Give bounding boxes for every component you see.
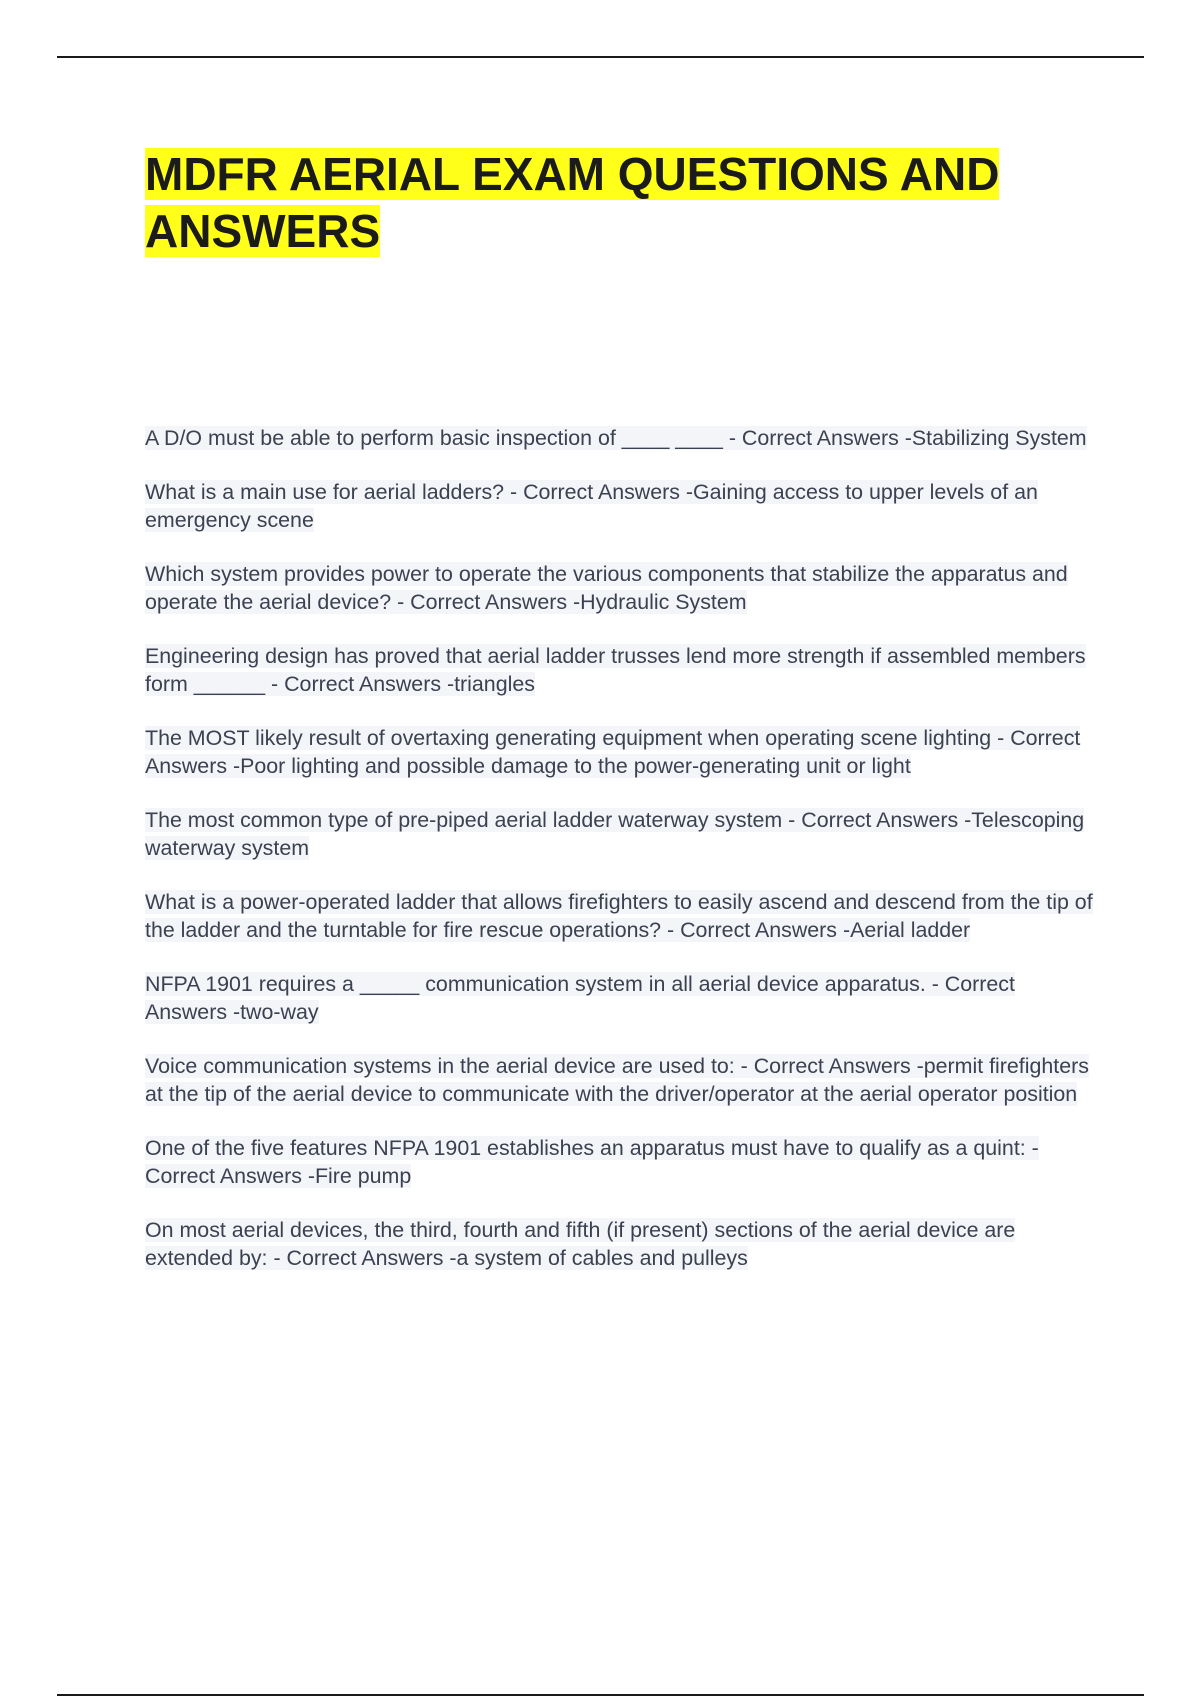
qa-item-text: One of the five features NFPA 1901 establishes an apparatus must have to qualify as a quint: - Correct Answers -Fire pump (145, 1136, 1039, 1188)
qa-list (145, 424, 1100, 1298)
qa-item-text: Engineering design has proved that aerial ladder trusses lend more strength if assembled members form ______ - Correct Answers -triangles (145, 644, 1086, 696)
qa-item-text: What is a main use for aerial ladders? - Correct Answers -Gaining access to upper levels of an emergency scene (145, 480, 1038, 532)
document-title (145, 146, 1045, 260)
qa-item (145, 970, 1100, 1026)
qa-item-text: NFPA 1901 requires a _____ communication system in all aerial device apparatus. - Correct Answers -two-way (145, 972, 1015, 1024)
qa-item-text: The most common type of pre-piped aerial ladder waterway system - Correct Answers -Telescoping waterway system (145, 808, 1085, 860)
qa-item-text: Which system provides power to operate the various components that stabilize the apparatus and operate the aerial device? - Correct Answers -Hydraulic System (145, 562, 1068, 614)
bottom-rule (57, 1694, 1144, 1696)
qa-item (145, 642, 1100, 698)
qa-item (145, 806, 1100, 862)
qa-item (145, 478, 1100, 534)
qa-item (145, 888, 1100, 944)
qa-item (145, 724, 1100, 780)
qa-item-text: On most aerial devices, the third, fourth and fifth (if present) sections of the aerial device are extended by: - Correct Answers -a system of cables and pulleys (145, 1218, 1016, 1270)
qa-item-text: What is a power-operated ladder that allows firefighters to easily ascend and descend from the tip of the ladder and the turntable for fire rescue operations? - Correct Answers -Aerial ladder (145, 890, 1093, 942)
document-title-text: MDFR AERIAL EXAM QUESTIONS AND ANSWERS (145, 148, 1000, 257)
qa-item-text: A D/O must be able to perform basic inspection of ____ ____ - Correct Answers -Stabilizing System (145, 426, 1087, 450)
qa-item-text: The MOST likely result of overtaxing generating equipment when operating scene lighting - Correct Answers -Poor lighting and possible damage to the power-generating unit or light (145, 726, 1081, 778)
qa-item-text: Voice communication systems in the aerial device are used to: - Correct Answers -permit firefighters at the tip of the aerial device to communicate with the driver/operator at the aerial operator position (145, 1054, 1089, 1106)
qa-item (145, 1134, 1100, 1190)
qa-item (145, 1052, 1100, 1108)
top-rule (57, 56, 1144, 58)
qa-item (145, 424, 1100, 452)
qa-item (145, 1216, 1100, 1272)
qa-item (145, 560, 1100, 616)
